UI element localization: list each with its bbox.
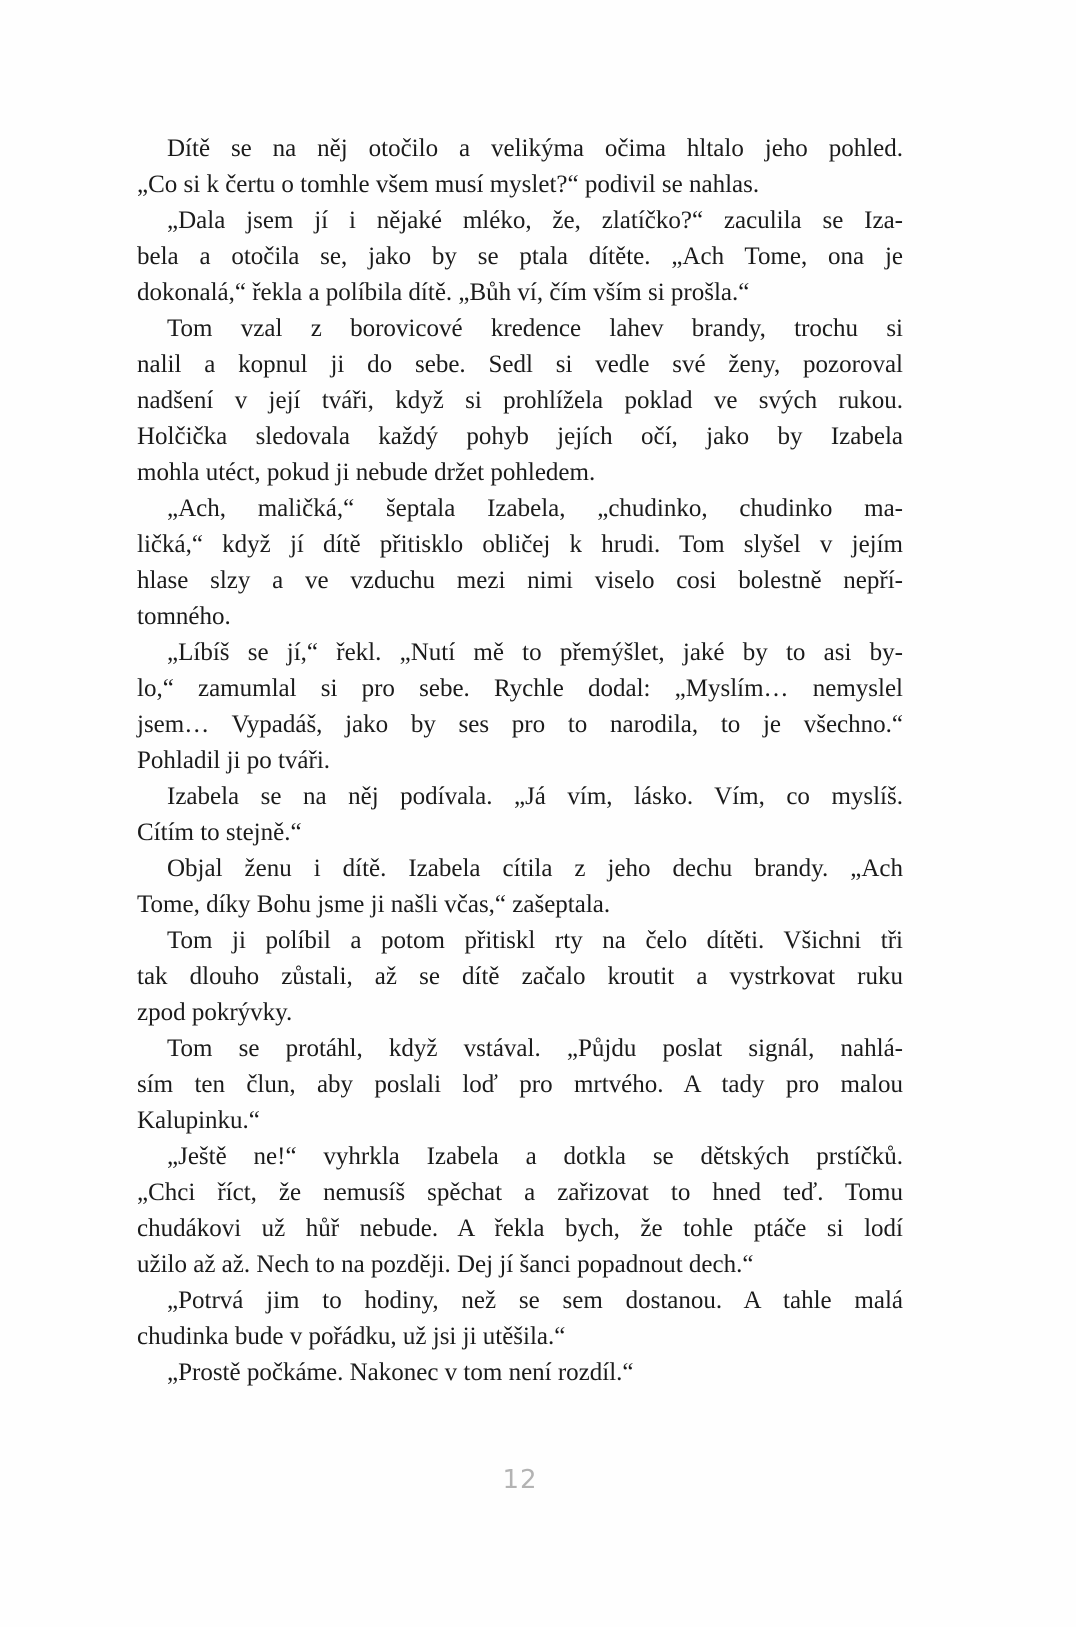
text-block bbox=[137, 131, 903, 1391]
text-line: Objal ženu i dítě. Izabela cítila z jeho dechu brandy. „Ach bbox=[167, 855, 903, 882]
text-line: nalil a kopnul ji do sebe. Sedl si vedle své ženy, pozoroval bbox=[137, 351, 903, 378]
text-line: Kalupinku.“ bbox=[137, 1107, 260, 1134]
text-line: Pohladil ji po tváři. bbox=[137, 747, 331, 774]
text-line: „Ach, maličká,“ šeptala Izabela, „chudinko, chudinko ma- bbox=[167, 495, 903, 522]
text-line: „Potrvá jim to hodiny, než se sem dostanou. A tahle malá bbox=[167, 1287, 903, 1314]
text-line: mohla utéct, pokud ji nebude držet pohledem. bbox=[137, 459, 596, 486]
page-number: 12 bbox=[502, 1465, 538, 1495]
text-line: „Líbíš se jí,“ řekl. „Nutí mě to přemýšlet, jaké by to asi by- bbox=[167, 639, 903, 666]
text-line: Tom ji políbil a potom přitiskl rty na čelo dítěti. Všichni tři bbox=[167, 927, 903, 954]
text-line: bela a otočila se, jako by se ptala dítěte. „Ach Tome, ona je bbox=[137, 243, 903, 270]
text-line: „Chci říct, že nemusíš spěchat a zařizovat to hned teď. Tomu bbox=[137, 1179, 903, 1206]
text-line: tak dlouho zůstali, až se dítě začalo kroutit a vystrkovat ruku bbox=[137, 963, 903, 990]
text-line: Tom se protáhl, když vstával. „Půjdu poslat signál, nahlá- bbox=[167, 1035, 903, 1062]
text-line: Izabela se na něj podívala. „Já vím, lásko. Vím, co myslíš. bbox=[167, 783, 903, 810]
text-line: Dítě se na něj otočilo a velikýma očima hltalo jeho pohled. bbox=[167, 135, 903, 162]
text-line: sím ten člun, aby poslali loď pro mrtvého. A tady pro malou bbox=[137, 1071, 903, 1098]
text-line: „Co si k čertu o tomhle všem musí myslet?“ podivil se nahlas. bbox=[137, 171, 760, 198]
text-line: nadšení v její tváři, když si prohlížela poklad ve svých rukou. bbox=[137, 387, 903, 414]
text-line: ličká,“ když jí dítě přitisklo obličej k hrudi. Tom slyšel v jejím bbox=[137, 531, 903, 558]
text-line: jsem… Vypadáš, jako by ses pro to narodila, to je všechno.“ bbox=[137, 711, 903, 738]
text-line: „Dala jsem jí i nějaké mléko, že, zlatíčko?“ zaculila se Iza- bbox=[167, 207, 903, 234]
text-line: chudinka bude v pořádku, už jsi ji utěšila.“ bbox=[137, 1323, 566, 1350]
text-line: Cítím to stejně.“ bbox=[137, 819, 302, 846]
text-line: tomného. bbox=[137, 603, 231, 630]
text-line: Tom vzal z borovicové kredence lahev brandy, trochu si bbox=[167, 315, 903, 342]
text-line: užilo až až. Nech to na později. Dej jí šanci popadnout dech.“ bbox=[137, 1251, 754, 1278]
text-line: Tome, díky Bohu jsme ji našli včas,“ zašeptala. bbox=[137, 891, 611, 918]
text-line: „Ještě ne!“ vyhrkla Izabela a dotkla se dětských prstíčků. bbox=[167, 1143, 903, 1170]
text-line: lo,“ zamumlal si pro sebe. Rychle dodal: „Myslím… nemyslel bbox=[137, 675, 903, 702]
text-line: zpod pokrývky. bbox=[137, 999, 293, 1026]
text-line: hlase slzy a ve vzduchu mezi nimi viselo cosi bolestně nepří- bbox=[137, 567, 903, 594]
text-line: „Prostě počkáme. Nakonec v tom není rozdíl.“ bbox=[167, 1359, 634, 1386]
text-line: chudákovi už hůř nebude. A řekla bych, že tohle ptáče si lodí bbox=[137, 1215, 903, 1242]
text-line: Holčička sledovala každý pohyb jejích očí, jako by Izabela bbox=[137, 423, 903, 450]
text-line: dokonalá,“ řekla a políbila dítě. „Bůh ví, čím vším si prošla.“ bbox=[137, 279, 750, 306]
